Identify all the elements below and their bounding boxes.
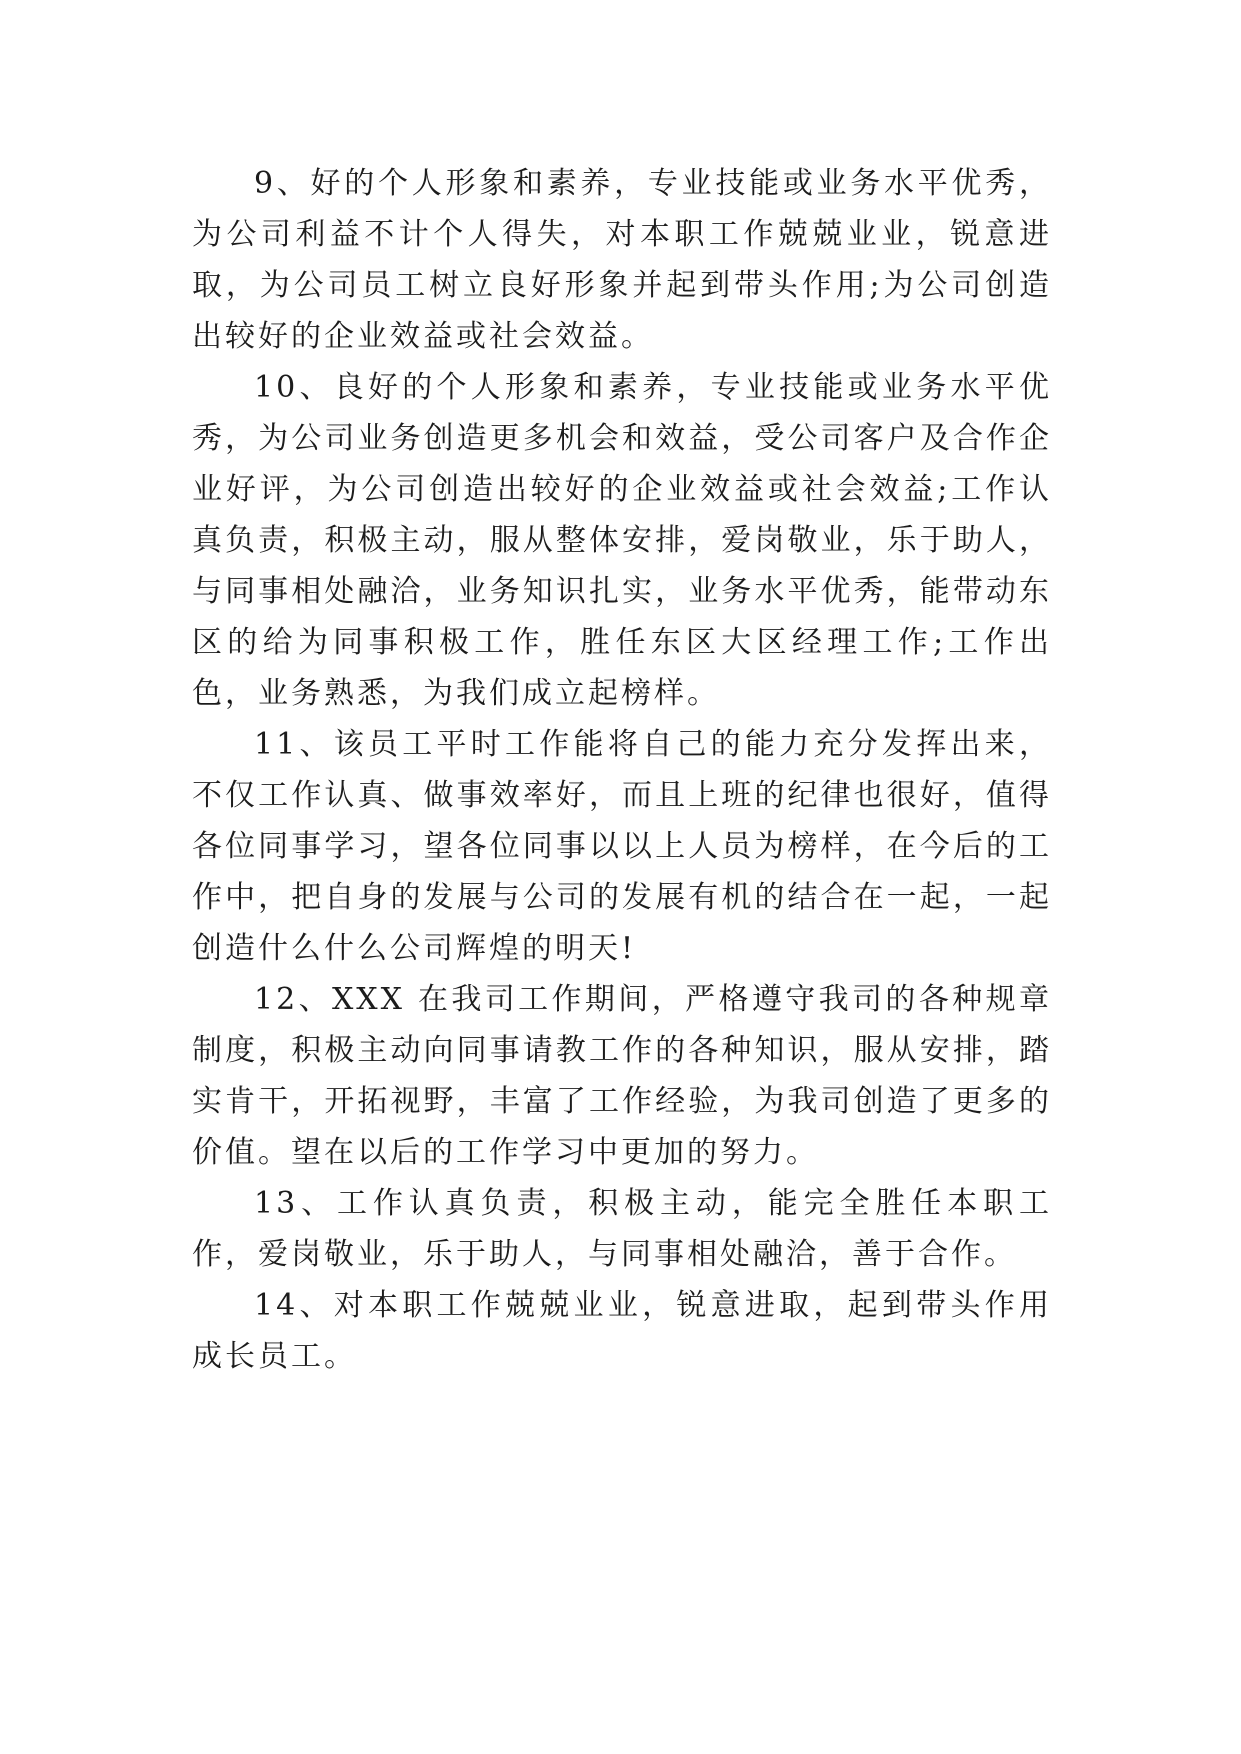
paragraph-12: 12、XXX 在我司工作期间，严格遵守我司的各种规章制度，积极主动向同事请教工作的各种知识，服从安排，踏实肯干，开拓视野，丰富了工作经验，为我司创造了更多的价值。望在以后的工作学习中更加的努力。 [192,982,1052,1170]
paragraph-10: 10、良好的个人形象和素养，专业技能或业务水平优秀，为公司业务创造更多机会和效益，受公司客户及合作企业好评，为公司创造出较好的企业效益或社会效益;工作认真负责，积极主动，服从整体安排，爱岗敬业，乐于助人，与同事相处融洽，业务知识扎实，业务水平优秀，能带动东区的给为同事积极工作，胜任东区大区经理工作;工作出色，业务熟悉，为我们成立起榜样。 [192,370,1052,711]
paragraph-11: 11、该员工平时工作能将自己的能力充分发挥出来，不仅工作认真、做事效率好，而且上班的纪律也很好，值得各位同事学习，望各位同事以以上人员为榜样，在今后的工作中，把自身的发展与公司的发展有机的结合在一起，一起创造什么什么公司辉煌的明天! [192,727,1052,966]
document-body [192,158,1052,1382]
paragraph-14: 14、对本职工作兢兢业业，锐意进取，起到带头作用成长员工。 [192,1288,1052,1374]
paragraph-13: 13、工作认真负责，积极主动，能完全胜任本职工作，爱岗敬业，乐于助人，与同事相处融洽，善于合作。 [192,1186,1052,1272]
paragraph-9: 9、好的个人形象和素养，专业技能或业务水平优秀，为公司利益不计个人得失，对本职工作兢兢业业，锐意进取，为公司员工树立良好形象并起到带头作用;为公司创造出较好的企业效益或社会效益。 [192,166,1052,354]
